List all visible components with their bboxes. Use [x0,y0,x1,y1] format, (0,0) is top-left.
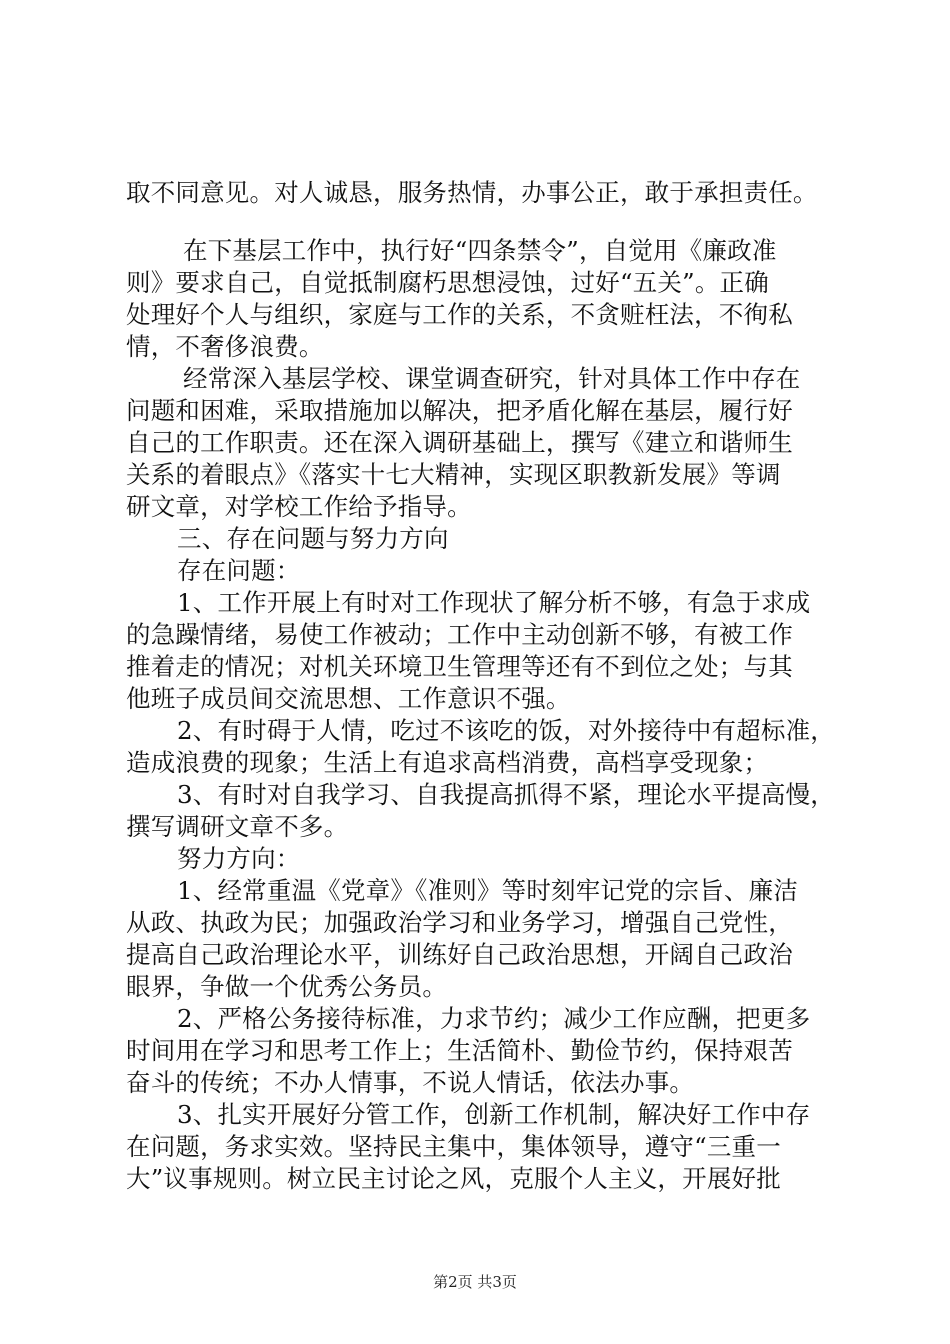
text-line: 推着走的情况；对机关环境卫生管理等还有不到位之处；与其 [126,652,793,681]
text-line: 眼界，争做一个优秀公务员。 [126,972,448,1001]
section-heading: 三、存在问题与努力方向 [177,524,449,553]
text-line: 的急躁情绪，易使工作被动；工作中主动创新不够，有被工作 [126,620,793,649]
text-line: 从政、执政为民；加强政治学习和业务学习，增强自己党性， [126,908,793,937]
text-line: 经常深入基层学校、课堂调查研究，针对具体工作中存在 [183,364,801,393]
subsection-heading: 努力方向： [177,844,301,873]
text-line: 问题和困难，采取措施加以解决，把矛盾化解在基层，履行好 [126,396,793,425]
text-line: 则》要求自己，自觉抵制腐朽思想浸蚀，过好“五关”。正确 [126,268,769,297]
text-line: 撰写调研文章不多。 [126,812,349,841]
text-line: 情，不奢侈浪费。 [126,332,324,361]
text-line: 2、有时碍于人情，吃过不该吃的饭，对外接待中有超标准， [177,716,835,745]
text-line: 1、工作开展上有时对工作现状了解分析不够，有急于求成 [177,588,811,617]
text-line: 他班子成员间交流思想、工作意识不强。 [126,684,571,713]
text-line: 取不同意见。对人诚恳，服务热情，办事公正，敢于承担责任。 [126,178,818,207]
text-line: 1、经常重温《党章》《准则》等时刻牢记党的宗旨、廉洁 [177,876,799,905]
text-line: 3、扎实开展好分管工作，创新工作机制，解决好工作中存 [177,1100,811,1129]
text-line: 2、严格公务接待标准，力求节约；减少工作应酬，把更多 [177,1004,811,1033]
text-line: 在下基层工作中，执行好“四条禁令”，自觉用《廉政准 [183,236,777,265]
text-line: 造成浪费的现象；生活上有追求高档消费，高档享受现象； [126,748,769,777]
page-footer: 第2页 共3页 [433,1273,517,1291]
text-line: 奋斗的传统；不办人情事，不说人情话，依法办事。 [126,1068,695,1097]
text-line: 提高自己政治理论水平，训练好自己政治思想，开阔自己政治 [126,940,793,969]
text-line: 大”议事规则。树立民主讨论之风，克服个人主义，开展好批 [126,1164,781,1193]
subsection-heading: 存在问题： [177,556,301,585]
text-line: 自己的工作职责。还在深入调研基础上，撰写《建立和谐师生 [126,428,793,457]
text-line: 3、有时对自我学习、自我提高抓得不紧，理论水平提高慢， [177,780,835,809]
text-line: 关系的着眼点》《落实十七大精神，实现区职教新发展》等调 [126,460,781,489]
text-line: 在问题，务求实效。坚持民主集中，集体领导，遵守“三重一 [126,1132,781,1161]
text-line: 研文章，对学校工作给予指导。 [126,492,472,521]
text-line: 处理好个人与组织，家庭与工作的关系，不贪赃枉法，不徇私 [126,300,793,329]
text-line: 时间用在学习和思考工作上；生活简朴、勤俭节约，保持艰苦 [126,1036,793,1065]
